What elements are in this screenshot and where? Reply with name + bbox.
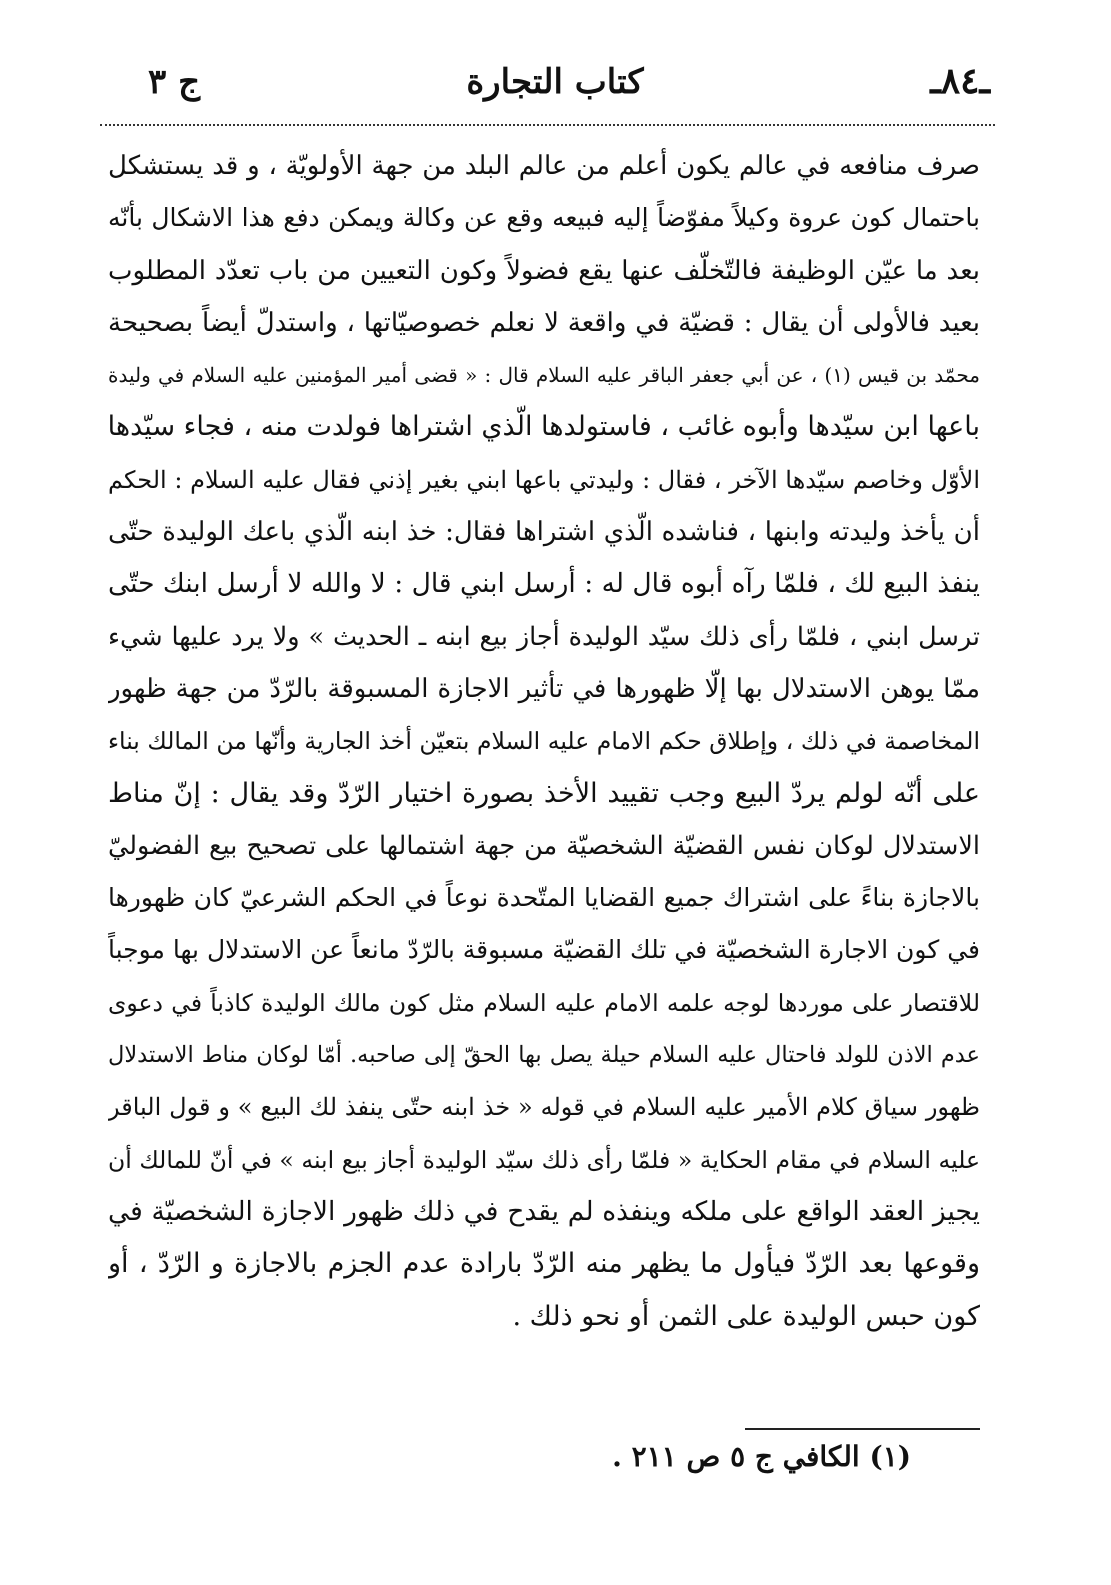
text-line: عدم الاذن للولد فاحتال عليه السلام حيلة يصل بها الحقّ إلى صاحبه. أمّا لوكان مناط الاستدلال	[108, 1042, 980, 1069]
text-line: بالاجازة بناءً على اشتراك جميع القضايا المتّحدة نوعاً في الحكم الشرعيّ كان ظهورها	[108, 883, 980, 913]
text-line: بعيد فالأولى أن يقال : قضيّة في واقعة لا نعلم خصوصيّاتها ، واستدلّ أيضاً بصحيحة	[108, 307, 980, 338]
text-line: على أنّه لولم يردّ البيع وجب تقييد الأخذ بصورة اختيار الرّدّ وقد يقال : إنّ مناط	[108, 777, 980, 809]
main-text	[108, 140, 980, 1343]
text-line: يجيز العقد الواقع على ملكه وينفذه لم يقدح في ذلك ظهور الاجازة الشخصيّة في	[108, 1195, 980, 1227]
text-line: صرف منافعه في عالم يكون أعلم من عالم البلد من جهة الأولويّة ، و قد يستشكل	[108, 151, 980, 181]
book-title: كتاب التجارة	[466, 62, 644, 102]
text-line: الاستدلال لوكان نفس القضيّة الشخصيّة من جهة اشتمالها على تصحيح بيع الفضوليّ	[108, 830, 980, 861]
footnote: (١) الكافي ج ٥ ص ٢١١ .	[612, 1440, 911, 1473]
text-line: الأوّل وخاصم سيّدها الآخر ، فقال : وليدتي باعها ابني بغير إذني فقال عليه السلام : الحكم	[108, 465, 980, 494]
header-divider	[100, 124, 995, 126]
text-line: أن يأخذ وليدته وابنها ، فناشده الّذي اشتراها فقال: خذ ابنه الّذي باعك الوليدة حتّى	[108, 517, 980, 548]
text-line: للاقتصار على موردها لوجه علمه الامام عليه السلام مثل كون مالك الوليدة كاذباً في دعوى	[108, 988, 980, 1017]
text-line: وقوعها بعد الرّدّ فيأول ما يظهر منه الرّدّ بارادة عدم الجزم بالاجازة و الرّدّ ، أو	[108, 1248, 980, 1280]
text-line: ظهور سياق كلام الأمير عليه السلام في قوله « خذ ابنه حتّى ينفذ لك البيع » و قول الباقر	[108, 1093, 980, 1122]
volume-label: ج ٣	[148, 62, 201, 102]
footnote-divider	[745, 1428, 980, 1430]
page-header	[120, 58, 990, 108]
text-line: ينفذ البيع لك ، فلمّا رآه أبوه قال له : أرسل ابني قال : لا والله لا أرسل ابنك حتّى	[108, 568, 980, 600]
text-line: كون حبس الوليدة على الثمن أو نحو ذلك .	[512, 1300, 980, 1332]
text-line: محمّد بن قيس (١) ، عن أبي جعفر الباقر عليه السلام قال : « قضى أمير المؤمنين عليه السلام في وليدة	[108, 363, 980, 388]
text-line: في كون الاجارة الشخصيّة في تلك القضيّة مسبوقة بالرّدّ مانعاً عن الاستدلال بها موجباً	[108, 935, 980, 965]
text-line: باعها ابن سيّدها وأبوه غائب ، فاستولدها الّذي اشتراها فولدت منه ، فجاء سيّدها	[108, 411, 980, 443]
text-line: ترسل ابني ، فلمّا رأى ذلك سيّد الوليدة أجاز بيع ابنه ـ الحديث » ولا يرد عليها شيء	[108, 621, 980, 652]
text-line: بعد ما عيّن الوظيفة فالتّخلّف عنها يقع فضولاً وكون التعيين من باب تعدّد المطلوب	[108, 255, 980, 286]
text-line: عليه السلام في مقام الحكاية « فلمّا رأى ذلك سيّد الوليدة أجاز بيع ابنه » في أنّ للمالك أن	[108, 1145, 980, 1174]
page-number: ـ٨٤ـ	[930, 60, 990, 102]
text-line: ممّا يوهن الاستدلال بها إلّا ظهورها في تأثير الاجازة المسبوقة بالرّدّ من جهة ظهور	[108, 673, 980, 704]
text-line: المخاصمة في ذلك ، وإطلاق حكم الامام عليه السلام بتعيّن أخذ الجارية وأنّها من المالك بناء	[108, 727, 980, 756]
text-line: باحتمال كون عروة وكيلاً مفوّضاً إليه فبيعه وقع عن وكالة ويمكن دفع هذا الاشكال بأنّه	[108, 203, 980, 233]
